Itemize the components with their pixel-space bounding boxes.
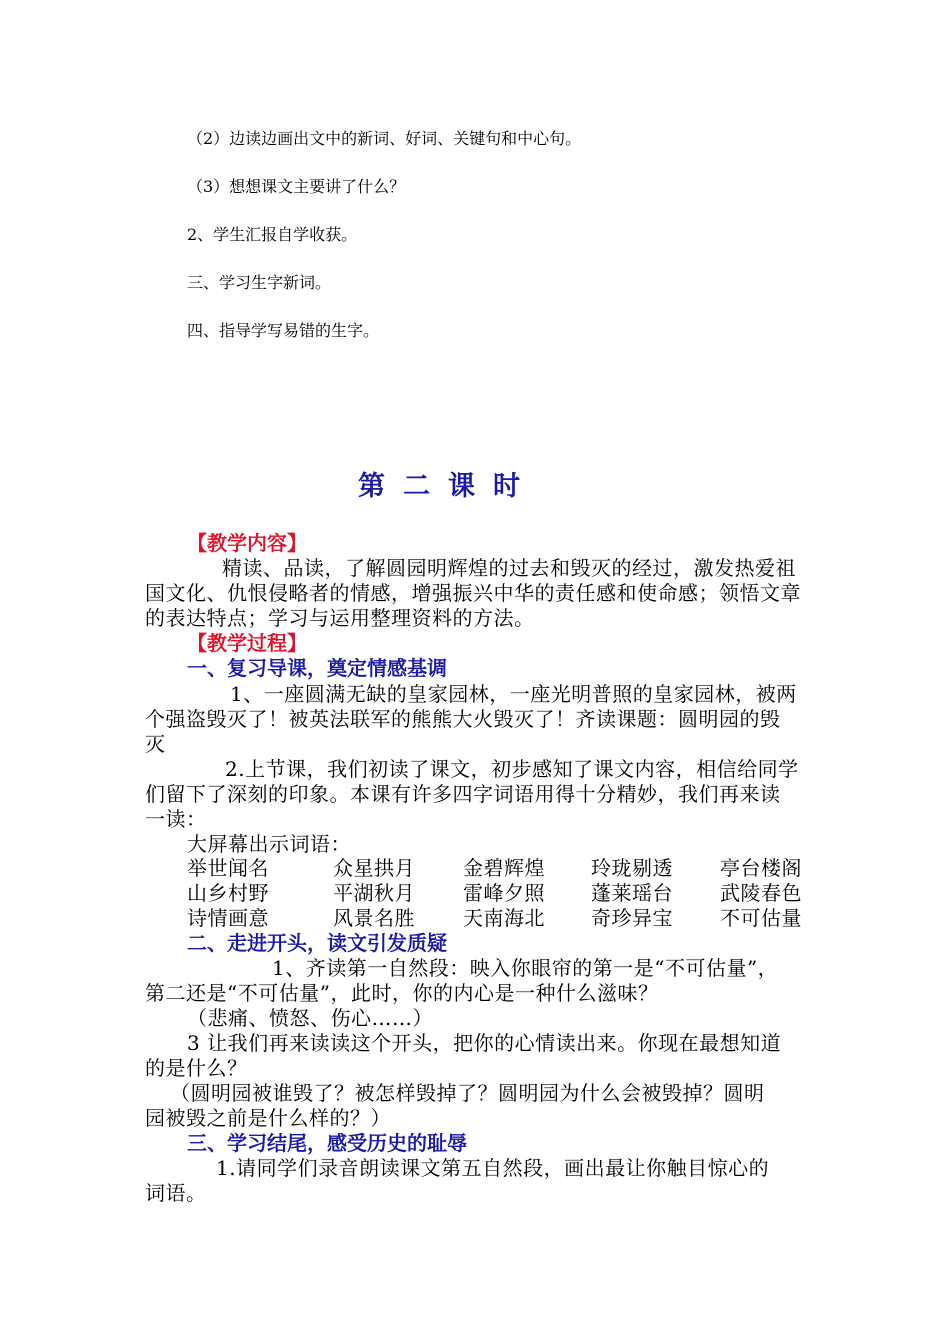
paragraph-line: 3 让我们再来读读这个开头，把你的心情读出来。你现在最想知道 [187, 1031, 782, 1055]
paragraph-line: （圆明园被谁毁了？被怎样毁掉了？圆明园为什么会被毁掉？圆明 [170, 1081, 765, 1105]
step-line: 三、学习生字新词。 [187, 273, 332, 292]
step-line: 四、指导学写易错的生字。 [187, 321, 380, 340]
paragraph-line: 国文化、仇恨侵略者的情感，增强振兴中华的责任感和使命感；领悟文章 [145, 581, 801, 605]
paragraph-line: 的是什么？ [145, 1056, 248, 1080]
word: 亭台楼阁 [720, 856, 802, 880]
paragraph-line: 精读、品读，了解圆园明辉煌的过去和毁灭的经过，激发热爱祖 [222, 556, 796, 580]
section-title: 一、复习导课，奠定情感基调 [187, 656, 447, 680]
word: 蓬莱瑶台 [591, 881, 673, 905]
paragraph-line: 2.上节课，我们初读了课文，初步感知了课文内容，相信给同学 [225, 757, 799, 781]
step-line: （2）边读边画出文中的新词、好词、关键句和中心句。 [187, 129, 582, 148]
step-line: 2、学生汇报自学收获。 [187, 225, 358, 244]
paragraph-line: 第二还是“不可估量”，此时，你的内心是一种什么滋味？ [145, 981, 659, 1005]
process-heading: 【教学过程】 [187, 631, 307, 655]
word: 不可估量 [720, 906, 802, 930]
word: 玲珑剔透 [591, 856, 673, 880]
section-title: 三、学习结尾，感受历史的耻辱 [187, 1131, 467, 1155]
word: 武陵春色 [720, 881, 802, 905]
content-heading: 【教学内容】 [187, 531, 307, 555]
word: 举世闻名 [187, 856, 269, 880]
word: 奇珍异宝 [591, 906, 673, 930]
word: 众星拱月 [333, 856, 415, 880]
paragraph-line: 1、齐读第一自然段：映入你眼帘的第一是“不可估量”， [272, 956, 779, 980]
word: 诗情画意 [187, 906, 269, 930]
paragraph-line: 的表达特点；学习与运用整理资料的方法。 [145, 606, 535, 630]
word: 山乡村野 [187, 881, 269, 905]
word: 平湖秋月 [333, 881, 415, 905]
paragraph-line: 1、一座圆满无缺的皇家园林，一座光明普照的皇家园林，被两 [230, 682, 797, 706]
paragraph-line: 们留下了深刻的印象。本课有许多四字词语用得十分精妙，我们再来读 [145, 782, 781, 806]
paragraph-line: （悲痛、愤怒、伤心……） [187, 1006, 433, 1030]
paragraph-line: 1.请同学们录音朗读课文第五自然段，画出最让你触目惊心的 [216, 1156, 770, 1180]
word: 风景名胜 [333, 906, 415, 930]
lesson-title: 第二课时 [358, 471, 538, 502]
word: 雷峰夕照 [463, 881, 545, 905]
paragraph-line: 个强盗毁灭了！被英法联军的熊熊大火毁灭了！齐读课题：圆明园的毁 [145, 707, 781, 731]
word: 天南海北 [463, 906, 545, 930]
paragraph-line: 词语。 [145, 1181, 207, 1205]
section-title: 二、走进开头，读文引发质疑 [187, 931, 447, 955]
step-line: （3）想想课文主要讲了什么？ [187, 177, 406, 196]
screen-label: 大屏幕出示词语： [187, 832, 351, 856]
paragraph-line: 园被毁之前是什么样的？） [145, 1106, 391, 1130]
paragraph-line: 一读： [145, 807, 207, 831]
word: 金碧辉煌 [463, 856, 545, 880]
paragraph-line: 灭 [145, 732, 166, 756]
